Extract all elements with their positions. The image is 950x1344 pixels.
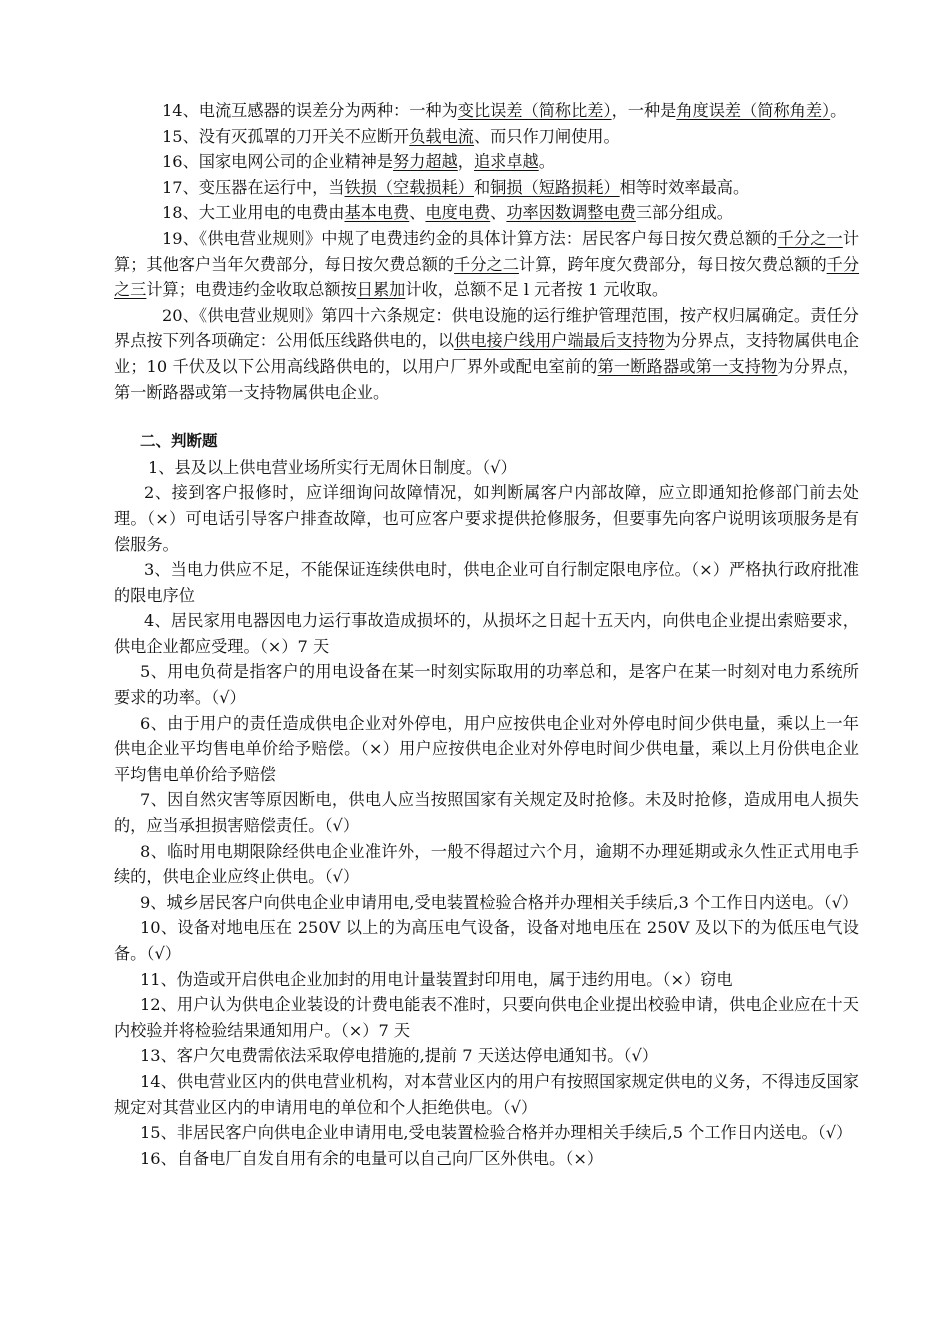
question-text: 20、《供电营业规则》第四十六条规定：供电设施的运行维护管理范围，按产权归属确定。责任分界点按下列各项确定：公用低压线路供电的，以 [114,305,859,351]
question-text: 15、没有灭孤罩的刀开关不应断开 [162,126,410,146]
fill-question-17 [114,175,859,201]
answer-underlined: 供电接户线用户端最后支持物 [454,331,665,351]
question-text: ，一种是 [611,101,677,120]
answer-underlined: 变比误差（简称比差） [457,101,612,120]
fill-question-14 [114,98,859,124]
answer-underlined: 追求卓越 [473,152,539,172]
question-text: 计收，总额不足 l 元者按 1 元收取。 [405,280,669,300]
answer-underlined: 日累加 [356,280,406,300]
judgment-item-12: 12、用户认为供电企业装设的计费电能表不准时，只要向供电企业提出校验申请，供电企业应在十天内校验并将检验结果通知用户。（×）7 天 [114,995,859,1040]
judgment-item-5: 5、用电负荷是指客户的用电设备在某一时刻实际取用的功率总和，是客户在某一时刻对电力系统所要求的功率。（√） [114,662,859,708]
fill-in-blank-section [114,98,859,405]
judgment-item-3: 3、当电力供应不足，不能保证连续供电时，供电企业可自行制定限电序位。（×）严格执行政府批准的限电序位 [114,560,859,605]
question-text: 18、大工业用电的电费由 [162,203,345,223]
question-text: 、 [490,203,507,223]
judgment-item-14: 14、供电营业区内的供电营业机构，对本营业区内的用户有按照国家规定供电的义务，不得违反国家规定对其营业区内的申请用电的单位和个人拒绝供电。（√） [114,1071,859,1117]
answer-underlined: 努力超越 [393,152,458,172]
fill-question-18 [114,200,859,226]
document-body [114,98,859,1171]
answer-underlined: 千分之一 [777,228,843,248]
question-text: ， [457,152,474,172]
judgment-item-16: 16、自备电厂自发自用有余的电量可以自己向厂区外供电。（×） [140,1148,604,1168]
judgment-item-15: 15、非居民客户向供电企业申请用电,受电装置检验合格并办理相关手续后,5 个工作日内送电。（√） [140,1123,853,1143]
question-text: 三部分组成。 [635,203,733,223]
judgment-item-1: 1、县及以上供电营业场所实行无周休日制度。（√） [148,457,517,477]
question-text: 和 [473,177,491,197]
judgment-item-9: 9、城乡居民客户向供电企业申请用电,受电装置检验合格并办理相关手续后,3 个工作日内送电。（√） [140,892,859,912]
question-text: 相等时效率最高。 [619,177,750,197]
question-text: 计算，跨年度欠费部分，每日按欠费总额的 [518,254,827,274]
answer-underlined: 功率因数调整电费 [506,203,636,223]
question-text: 14、电流互感器的误差分为两种：一种为 [162,101,458,120]
question-text: 17、变压器在运行中，当 [162,177,345,197]
answer-underlined: 电度电费 [425,203,491,223]
judgment-item-8: 8、临时用电期限除经供电企业准许外，一般不得超过六个月，逾期不办理延期或永久性正式用电手续的，供电企业应终止供电。（√） [114,841,859,887]
question-text: 为分界点，支持物属供电企业；10 千伏及以下公用高线路供电的，以用户厂界外或配电室前的 [114,331,860,376]
judgment-item-10: 10、设备对地电压在 250V 以上的为高压电气设备，设备对地电压在 250V 及以下的为低压电气设备。（√） [114,918,859,963]
section-heading: 二、判断题 [140,432,218,451]
question-text: 16、国家电网公司的企业精神是 [162,152,394,172]
true-false-section [114,455,859,1172]
judgment-item-2: 2、接到客户报修时，应详细询问故障情况，如判断属客户内部故障，应立即通知抢修部门前去处理。（×）可电话引导客户排查故障，也可应客户要求提供抢修服务，但要事先向客户说明该项服务是有偿服务。 [114,483,859,554]
judgment-item-4: 4、居民家用电器因电力运行事故造成损坏的，从损坏之日起十五天内，向供电企业提出索赔要求，供电企业都应受理。（×）7 天 [114,611,859,656]
answer-underlined: 千分之二 [454,254,519,274]
answer-underlined: 铜损（短路损耗） [490,177,620,197]
judgment-item-11: 11、伪造或开启供电企业加封的用电计量装置封印用电，属于违约用电。（×）窃电 [140,969,733,989]
fill-question-15 [114,124,859,150]
question-text: 为分界点，第一断路器或第一支持物属供电企业。 [114,356,860,402]
judgment-item-13: 13、客户欠电费需依法采取停电措施的,提前 7 天送达停电通知书。（√） [140,1046,658,1066]
fill-question-19 [114,226,859,303]
question-text: 。 [830,101,847,120]
judgment-item-7: 7、因自然灾害等原因断电，供电人应当按照国家有关规定及时抢修。未及时抢修，造成用电人损失的，应当承担损害赔偿责任。（√） [114,790,859,836]
question-text: 。 [538,152,555,172]
judgment-item-6: 6、由于用户的责任造成供电企业对外停电，用户应按供电企业对外停电时间少供电量，乘以上一年供电企业平均售电单价给予赔偿。（×）用户应按供电企业对外停电时间少供电量，乘以上月份供电企业平均售电单价给予赔偿 [114,713,859,784]
answer-underlined: 千分之三 [114,254,860,300]
question-text: 计算；其他客户当年欠费部分，每日按欠费总额的 [114,228,860,274]
answer-underlined: 第一断路器或第一支持物 [597,356,778,376]
fill-question-16 [114,149,859,175]
fill-question-20 [114,303,859,405]
question-text: 19、《供电营业规则》中规了电费违约金的具体计算方法：居民客户每日按欠费总额的 [162,228,778,248]
answer-underlined: 基本电费 [344,203,410,223]
answer-underlined: 负载电流 [409,126,474,146]
question-text: 、 [409,203,426,223]
answer-underlined: 角度误差（简称角差） [676,101,831,120]
question-text: 、而只作刀闸使用。 [473,126,620,146]
question-text: 计算；电费违约金收取总额按 [146,280,357,300]
answer-underlined: 铁损（空载损耗） [344,177,474,197]
